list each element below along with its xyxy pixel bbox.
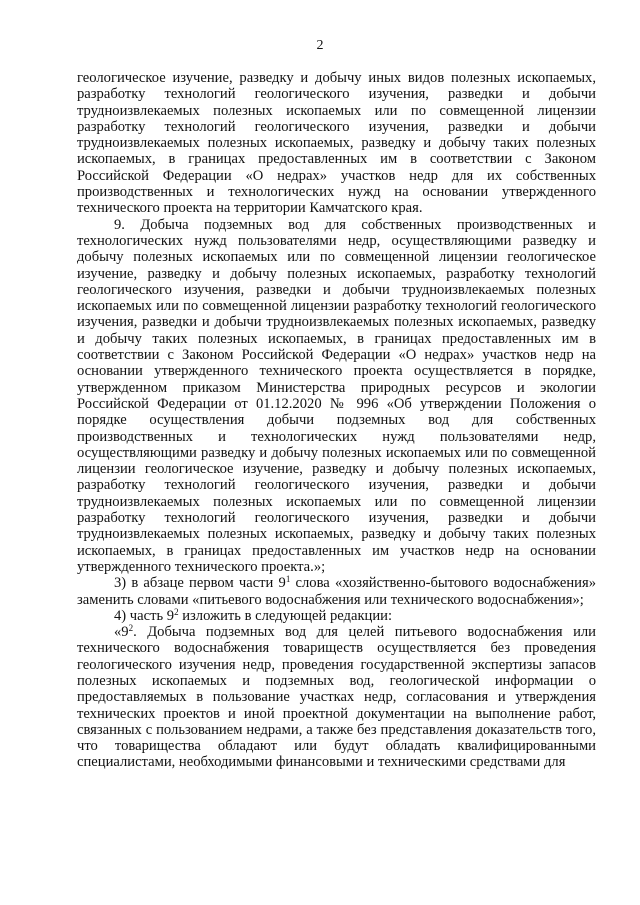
paragraph-amendment-4 <box>77 608 596 624</box>
new-9-2-text-start: «9 <box>114 624 129 641</box>
document-body <box>77 70 596 771</box>
page-number: 2 <box>316 38 324 53</box>
paragraph-continuation: геологическое изучение, разведку и добычу иных видов полезных ископаемых, разработку технологий геологического изучения, разведки и добычи трудноизвлекаемых полезных ископаемых или по совмещенной лицензии разработку технологий геологического изучения, разведки и добычи трудноизвлекаемых полезных ископаемых, разведку и добычу таких полезных ископаемых, в границах предоставленных им в соответствии с Законом Российской Федерации «О недрах» участков недр для их собственных производственных и технологических нужд на основании утвержденного технического проекта на территории Камчатского края. <box>77 70 596 217</box>
amendment-4-text-end: изложить в следующей редакции: <box>178 607 393 624</box>
amendment-3-superscript: 1 <box>285 574 291 585</box>
amendment-3-text-start: 3) в абзаце первом части 9 <box>114 575 286 592</box>
new-9-2-text-end: . Добыча подземных вод для целей питьевого водоснабжения или технического водоснабжения товариществ осуществляется без проведения геологического изучения недр, проведения государственной экспертизы запасов полезных ископаемых и подземных вод, геологической информации о предоставляемых в пользование участках недр, согласования и утверждения технических проектов и иной проектной документации на выполнение работ, связанных с пользованием недрами, а также без представления доказательств того, что товарищества обладают или будут обладать квалифицированными специалистами, необходимыми финансовыми и техническими средствами для <box>77 624 596 771</box>
amendment-4-superscript: 2 <box>174 606 179 617</box>
paragraph-amendment-3 <box>77 575 596 608</box>
amendment-3-text-end: слова «хозяйственно-бытового водоснабжения» заменить словами «питьевого водоснабжения или технического водоснабжения»; <box>77 575 596 608</box>
paragraph-item-9: 9. Добыча подземных вод для собственных производственных и технологических нужд пользователями недр, осуществляющими разведку и добычу полезных ископаемых или по совмещенной лицензии геологическое изучение, разведку и добычу полезных ископаемых, разработку технологий геологического изучения, разведки и добычи трудноизвлекаемых полезных ископаемых или по совмещенной лицензии разработку технологий геологического изучения, разведки и добычи трудноизвлекаемых полезных ископаемых, разведку и добычу таких полезных ископаемых, в границах предоставленных им в соответствии с Законом Российской Федерации «О недрах» участков недр на основании утвержденного технического проекта осуществляется в порядке, утвержденном приказом Министерства природных ресурсов и экологии Российской Федерации от 01.12.2020 № 996 «Об утверждении Положения о порядке осуществления добычи подземных вод для собственных производственных и технологических нужд пользователями недр, осуществляющими разведку и добычу полезных ископаемых или по совмещенной лицензии геологическое изучение, разведку и добычу полезных ископаемых, разработку технологий геологического изучения, разведки и добычи трудноизвлекаемых полезных ископаемых или по совмещенной лицензии разработку технологий геологического изучения, разведки и добычи трудноизвлекаемых полезных ископаемых, разведку и добычу таких полезных ископаемых, в границах предоставленных им участков недр на основании утвержденного технического проекта.»; <box>77 216 596 575</box>
amendment-4-text-start: 4) часть 9 <box>114 607 175 624</box>
new-9-2-superscript: 2 <box>128 623 134 634</box>
paragraph-new-9-2 <box>77 624 596 771</box>
